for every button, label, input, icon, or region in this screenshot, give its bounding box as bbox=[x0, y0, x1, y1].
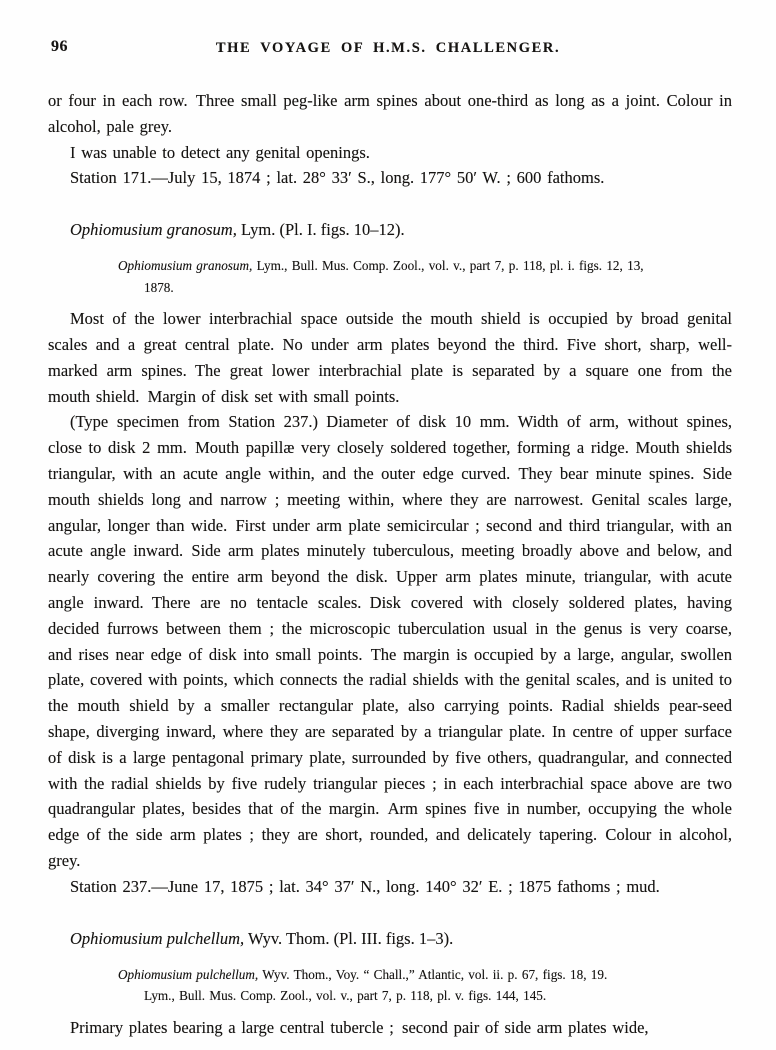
paragraph-station-237: Station 237.—June 17, 1875 ; lat. 34° 37′ N., long. 140° 32′ E. ; 1875 fathoms ; mud. bbox=[70, 876, 660, 896]
citation-species-pulchellum: Ophiomusium pulchellum, bbox=[118, 966, 259, 982]
citation-pulchellum-line2: Lym., Bull. Mus. Comp. Zool., vol. v., part 7, p. 118, pl. v. figs. 144, 145. bbox=[144, 988, 547, 1004]
page-number: 96 bbox=[51, 38, 68, 55]
citation-granosum-line1 bbox=[118, 255, 702, 277]
paragraph-continuation: or four in each row. Three small peg-like arm spines about one-third as long as a joint. Colour in alcohol, pale grey. bbox=[48, 91, 732, 136]
paragraph-genital-openings: I was unable to detect any genital openings. bbox=[70, 142, 370, 162]
citation-granosum bbox=[118, 255, 702, 298]
species-name-pulchellum: Ophiomusium pulchellum, bbox=[70, 928, 245, 948]
page-body bbox=[48, 88, 732, 1040]
paragraph-pulchellum-description: Primary plates bearing a large central tubercle ; second pair of side arm plates wide, bbox=[70, 1017, 649, 1037]
species-heading-granosum bbox=[70, 217, 732, 243]
species-heading-granosum-rest: Lym. (Pl. I. figs. 10–12). bbox=[236, 220, 405, 240]
paragraph-granosum-description-1: Most of the lower interbrachial space outside the mouth shield is occupied by broad genital scales and a great central plate. No under arm plates beyond the third. Five short, sharp, well-marked arm spines. The great lower interbrachial plate is separated by a square one from the mouth shield. Margin of disk set with small points. bbox=[48, 309, 732, 406]
citation-species-granosum: Ophiomusium granosum, bbox=[118, 258, 253, 274]
species-name-granosum: Ophiomusium granosum, bbox=[70, 220, 237, 240]
citation-granosum-rest: Lym., Bull. Mus. Comp. Zool., vol. v., part 7, p. 118, pl. i. figs. 12, 13, bbox=[252, 258, 644, 274]
running-title: THE VOYAGE OF H.M.S. CHALLENGER. bbox=[215, 40, 561, 56]
paragraph-granosum-description-2: (Type specimen from Station 237.) Diameter of disk 10 mm. Width of arm, without spines, close to disk 2 mm. Mouth papillæ very closely soldered together, forming a ridge. Mouth shields triangular, with an acute angle within, and the outer edge curved. They bear minute spines. Side mouth shields long and narrow ; meeting within, where they are narrowest. Genital scales large, angular, longer than wide. First under arm plate semicircular ; second and third triangular, with an acute angle inward. Side arm plates minutely tuberculous, meeting broadly above and below, and nearly covering the entire arm beyond the disk. Upper arm plates minute, triangular, with acute angle inward. There are no tentacle scales. Disk covered with closely soldered plates, having decided furrows between them ; the microscopic tuberculation usual in the genus is very coarse, and rises near edge of disk into small points. The margin is occupied by a large, angular, swollen plate, covered with points, which connects the radial shields with the genital scales, and is united to the mouth shield by a smaller rectangular plate, also carrying points. Radial shields pear-seed shape, diverging inward, where they are separated by a triangular plate. In centre of upper surface of disk is a large pentagonal primary plate, surrounded by five others, quadrangular, and connected with the radial shields by five rudely triangular pieces ; in each interbrachial space above are two quadrangular plates, besides that of the margin. Arm spines five in number, occupying the whole edge of the side arm plates ; they are short, rounded, and delicately tapering. Colour in alcohol, grey. bbox=[48, 412, 732, 870]
citation-granosum-line2: 1878. bbox=[144, 279, 174, 295]
species-heading-pulchellum bbox=[70, 926, 732, 952]
species-heading-pulchellum-rest: Wyv. Thom. (Pl. III. figs. 1–3). bbox=[244, 928, 454, 948]
citation-pulchellum bbox=[118, 964, 702, 1007]
citation-pulchellum-line1 bbox=[118, 964, 702, 986]
page-header bbox=[0, 0, 776, 62]
citation-pulchellum-rest: Wyv. Thom., Voy. “ Chall.,” Atlantic, vol. ii. p. 67, figs. 18, 19. bbox=[258, 966, 608, 982]
paragraph-station-171: Station 171.—July 15, 1874 ; lat. 28° 33′ S., long. 177° 50′ W. ; 600 fathoms. bbox=[70, 168, 605, 188]
